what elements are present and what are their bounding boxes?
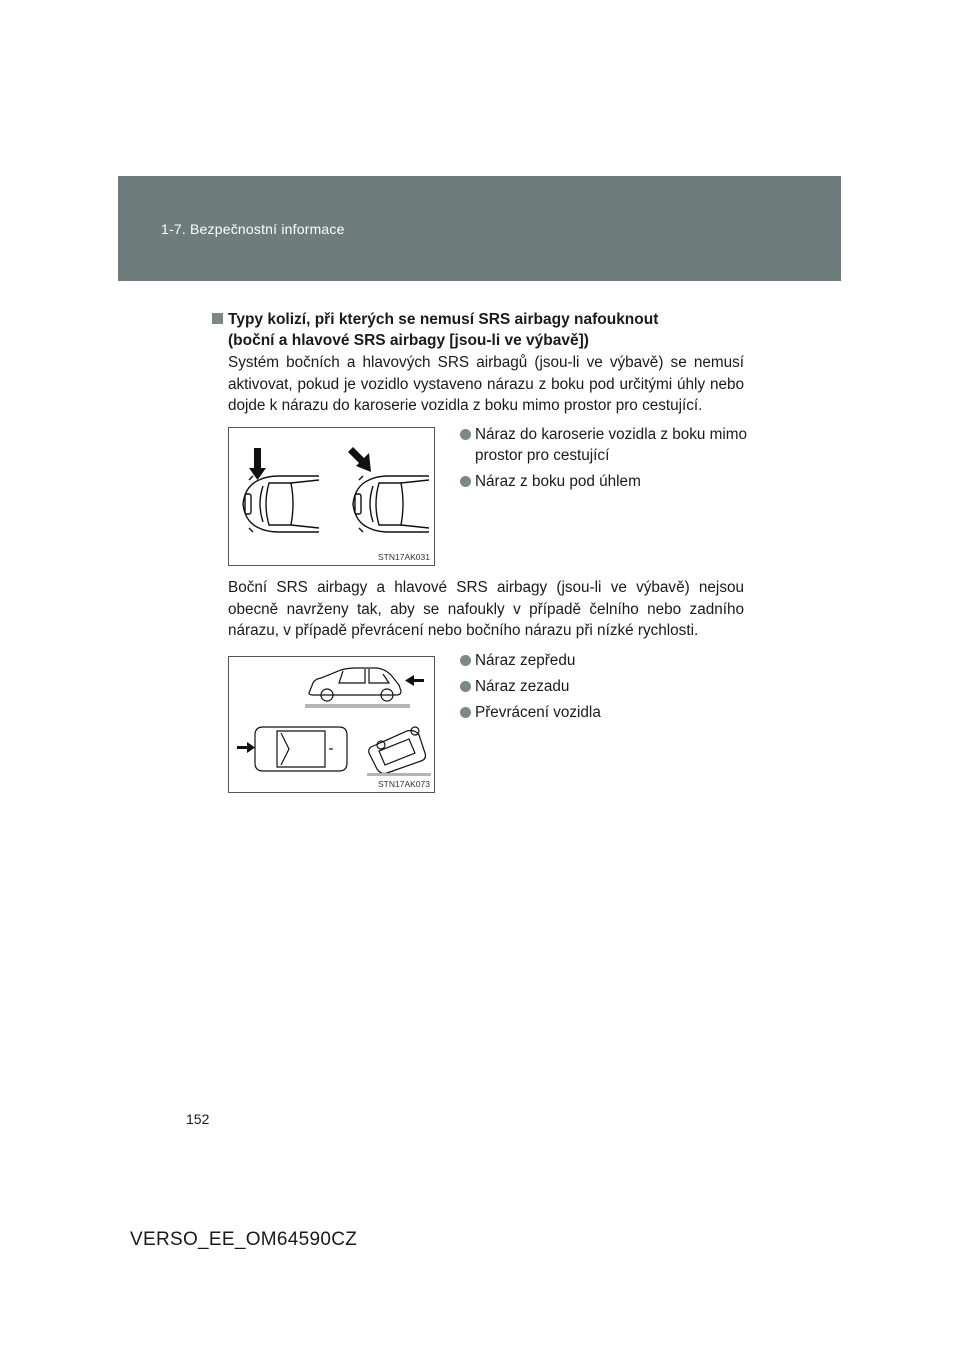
collision-types-illustration [229, 657, 434, 792]
list-item: Náraz zezadu [460, 676, 760, 697]
figure-code: STN17AK073 [378, 779, 430, 789]
ground-shading-2 [367, 773, 431, 776]
circle-bullet-icon [460, 707, 471, 718]
list-item: Náraz do karoserie vozidla z boku mimo prostor pro cestující [460, 424, 760, 466]
car-1-icon [243, 476, 319, 532]
section-title: 1-7. Bezpečnostní informace [161, 221, 345, 237]
arrow-right-icon [237, 742, 255, 753]
circle-bullet-icon [460, 681, 471, 692]
paragraph-side-airbags: Systém bočních a hlavových SRS airbagů (jsou-li ve výbavě) se nemusí aktivovat, pokud je vozidlo vystaveno nárazu z boku pod určitými úhly nebo dojde k nárazu do karoserie vozidla z boku mimo prostor pro cestující. [228, 354, 744, 414]
circle-bullet-icon [460, 476, 471, 487]
figure-front-rear-rollover [228, 656, 435, 793]
bullet-list-2 [460, 650, 760, 728]
section-heading [212, 309, 772, 351]
arrow-down-icon [249, 448, 266, 480]
header-band [118, 176, 841, 281]
paragraph-not-designed: Boční SRS airbagy a hlavové SRS airbagy (jsou-li ve výbavě) nejsou obecně navrženy tak, aby se nafoukly v případě čelního nebo zadního nárazu, v případě převrácení nebo bočního nárazu při nízké rychlosti. [228, 579, 744, 639]
arrow-diagonal-icon [348, 447, 371, 472]
page-number: 152 [186, 1111, 210, 1127]
circle-bullet-icon [460, 655, 471, 666]
square-bullet-icon [212, 313, 223, 324]
ground-shading [305, 704, 410, 708]
heading-line-2: (boční a hlavové SRS airbagy [jsou-li ve výbavě]) [228, 332, 589, 349]
car-rollover-icon [369, 727, 426, 774]
car-side-view-icon [309, 668, 401, 701]
side-impact-illustration [229, 428, 434, 565]
list-item: Náraz zepředu [460, 650, 760, 671]
arrow-left-icon [405, 675, 424, 686]
document-id: VERSO_EE_OM64590CZ [130, 1229, 358, 1250]
heading-line-1: Typy kolizí, při kterých se nemusí SRS airbagy nafouknout [228, 311, 659, 328]
car-2-icon [353, 476, 429, 532]
car-top-view-icon [255, 727, 347, 771]
list-item: Převrácení vozidla [460, 702, 760, 723]
circle-bullet-icon [460, 429, 471, 440]
figure-side-impact [228, 427, 435, 566]
figure-code: STN17AK031 [378, 552, 430, 562]
bullet-list-1 [460, 424, 760, 497]
list-item: Náraz z boku pod úhlem [460, 471, 760, 492]
